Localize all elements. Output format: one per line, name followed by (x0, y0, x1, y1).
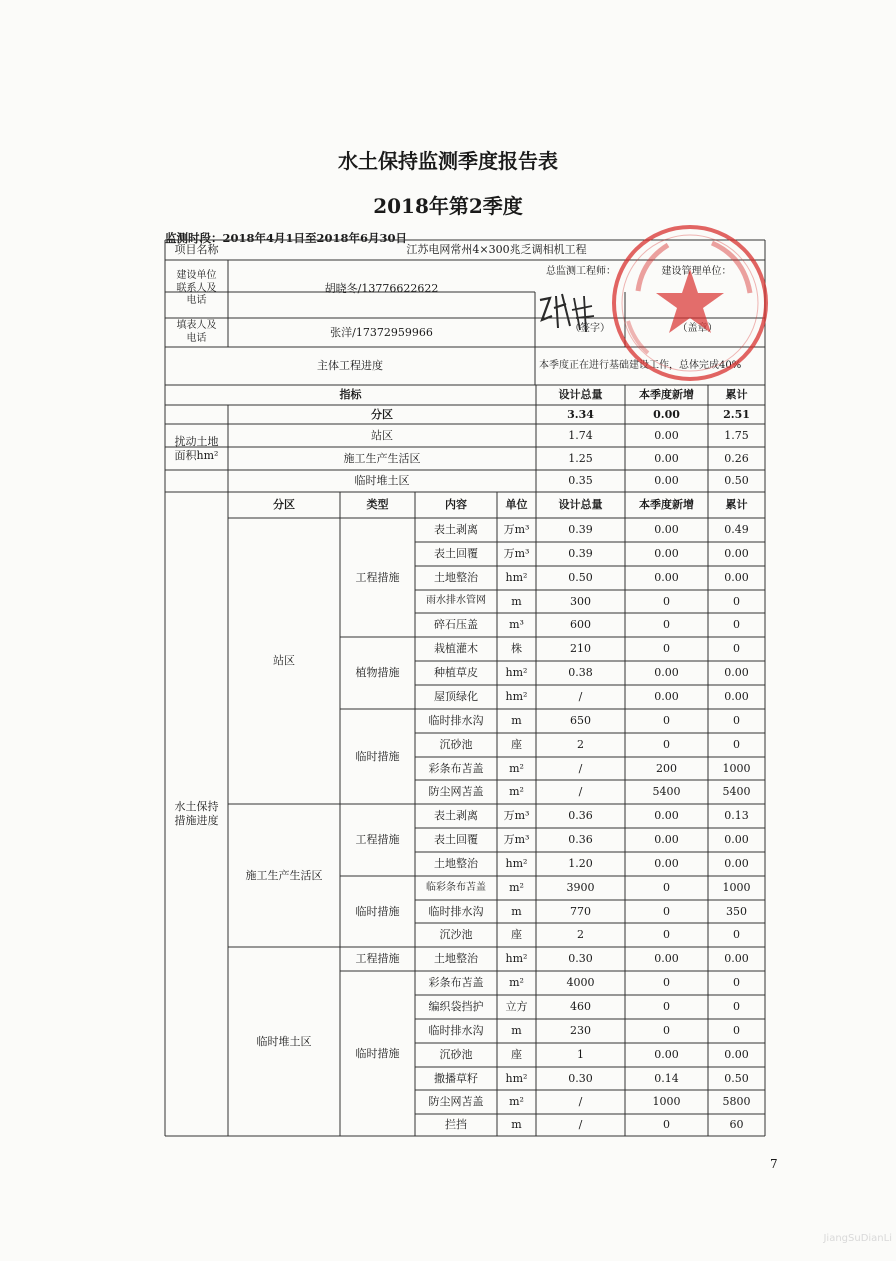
measure-design: 4000 (566, 976, 595, 990)
measure-total: 5400 (722, 785, 751, 799)
measure-new: 0 (663, 1000, 670, 1014)
measure-new: 0.00 (654, 1048, 679, 1062)
measure-new: 0 (663, 594, 670, 608)
area-row-name: 站区 (371, 428, 393, 442)
measure-unit: hm² (505, 690, 528, 704)
measure-new: 200 (656, 761, 677, 775)
zone-header: 分区 (273, 498, 295, 512)
measure-unit: m (511, 594, 522, 608)
content-header: 内容 (445, 498, 467, 512)
measure-unit: m³ (509, 618, 524, 632)
measure-content: 编织袋挡护 (428, 1000, 484, 1014)
measure-unit: m (511, 714, 522, 728)
measures-progress-label: 水土保持 措施进度 (174, 800, 219, 827)
measure-total: 0.00 (724, 857, 749, 871)
col-new-header: 本季度新增 (639, 388, 694, 402)
area-row-design: 3.34 (567, 407, 594, 421)
measure-design: 0.38 (568, 666, 593, 680)
measure-unit: 座 (511, 928, 522, 942)
total-header: 累计 (725, 498, 748, 512)
progress-label: 主体工程进度 (317, 359, 383, 373)
chief-engineer-label: 总监测工程师： (546, 265, 616, 277)
progress-text: 本季度正在进行基础建设工作，总体完成40% (539, 359, 742, 371)
area-row-new: 0.00 (653, 407, 680, 421)
measure-unit: 株 (511, 642, 522, 656)
measure-content: 临时排水沟 (428, 714, 484, 728)
measure-content: 种植草皮 (434, 666, 478, 680)
measure-design: 300 (570, 594, 591, 608)
type-cell: 植物措施 (355, 666, 400, 680)
measure-content: 沉砂池 (439, 738, 473, 752)
measure-unit: m² (509, 976, 524, 990)
measure-design: 1 (577, 1048, 584, 1062)
area-row-total: 0.26 (724, 451, 749, 465)
measure-new: 0.00 (654, 809, 679, 823)
measure-new: 0.14 (654, 1071, 679, 1085)
measure-content: 防尘网苫盖 (428, 1095, 484, 1109)
measure-unit: 座 (511, 1048, 522, 1062)
builder-contact-label: 建设单位 联系人及 电话 (176, 270, 217, 307)
measure-unit: hm² (505, 666, 528, 680)
measure-total: 0.49 (724, 523, 749, 537)
report-title: 水土保持监测季度报告表 (338, 149, 558, 173)
measure-new: 0.00 (654, 952, 679, 966)
measure-design: 2 (577, 738, 584, 752)
seal-note: （盖章） (677, 322, 718, 334)
measure-design: 650 (570, 714, 591, 728)
measure-content: 土地整治 (434, 857, 478, 871)
measure-content: 表土回覆 (434, 833, 478, 847)
measure-total: 0.00 (724, 952, 749, 966)
col-design-header: 设计总量 (558, 388, 603, 402)
measure-new: 0 (663, 928, 670, 942)
measure-content: 沉沙池 (439, 928, 473, 942)
measure-new: 0 (663, 976, 670, 990)
zone-cell: 临时堆土区 (256, 1034, 312, 1048)
measure-content: 表土回覆 (434, 547, 478, 561)
zone-cell: 站区 (273, 654, 295, 668)
type-cell: 工程措施 (355, 952, 400, 966)
measure-content: 栽植灌木 (434, 642, 478, 656)
area-row-design: 0.35 (568, 474, 593, 488)
measure-total: 0.00 (724, 547, 749, 561)
project-name-value: 江苏电网常州4×300兆乏调相机工程 (406, 243, 587, 257)
measure-design: 0.30 (568, 1071, 593, 1085)
measure-design: / (578, 785, 583, 799)
measure-content: 表土剥离 (434, 523, 478, 537)
measure-design: 770 (570, 904, 591, 918)
measure-new: 0.00 (654, 547, 679, 561)
measure-unit: 万m³ (503, 809, 530, 823)
zone-cell: 施工生产生活区 (245, 868, 323, 882)
type-cell: 工程措施 (355, 570, 400, 584)
builder-contact-value: 胡晓冬/13776622622 (324, 282, 439, 296)
measure-total: 0 (733, 594, 740, 608)
measure-new: 0.00 (654, 523, 679, 537)
col-total-header: 累计 (725, 388, 748, 402)
type-cell: 工程措施 (355, 833, 400, 847)
measure-design: 2 (577, 928, 584, 942)
area-row-design: 1.74 (568, 428, 593, 442)
measure-unit: 座 (511, 738, 522, 752)
monitoring-period: 监测时段：2018年4月1日至2018年6月30日 (165, 231, 408, 245)
measure-total: 0.13 (724, 809, 749, 823)
type-cell: 临时措施 (355, 1046, 400, 1060)
measure-new: 0.00 (654, 571, 679, 585)
measure-content: 防尘网苫盖 (428, 785, 484, 799)
measure-unit: hm² (505, 857, 528, 871)
area-row-name: 施工生产生活区 (343, 451, 421, 465)
construction-unit-label: 建设管理单位： (661, 265, 732, 277)
measure-new: 0.00 (654, 666, 679, 680)
measure-total: 0 (733, 1000, 740, 1014)
measure-total: 0 (733, 642, 740, 656)
measure-design: 600 (570, 618, 591, 632)
measure-new: 0.00 (654, 690, 679, 704)
measure-new: 0.00 (654, 833, 679, 847)
measure-design: 1.20 (568, 857, 593, 871)
measure-design: 460 (570, 1000, 591, 1014)
measure-unit: 万m³ (503, 833, 530, 847)
measure-unit: hm² (505, 571, 528, 585)
measure-design: 210 (570, 642, 591, 656)
measure-content: 拦挡 (445, 1118, 467, 1132)
measure-design: / (578, 761, 583, 775)
measure-total: 0.00 (724, 571, 749, 585)
measure-unit: 万m³ (503, 523, 530, 537)
measure-unit: m² (509, 1095, 524, 1109)
measure-content: 雨水排水管网 (426, 595, 486, 607)
measure-total: 350 (726, 904, 747, 918)
type-cell: 临时措施 (355, 749, 400, 763)
measure-content: 土地整治 (434, 571, 478, 585)
area-row-total: 0.50 (724, 474, 749, 488)
measure-unit: m (511, 1024, 522, 1038)
type-cell: 临时措施 (355, 904, 400, 918)
measure-total: 1000 (722, 761, 751, 775)
design-header: 设计总量 (558, 498, 603, 512)
measure-design: 230 (570, 1024, 591, 1038)
disturbed-area-label: 扰动土地 面积hm² (174, 434, 219, 462)
measure-unit: m² (509, 761, 524, 775)
report-quarter: 2018年第2季度 (373, 194, 523, 218)
area-row-name: 临时堆土区 (354, 474, 410, 488)
area-row-new: 0.00 (654, 428, 679, 442)
measure-new: 0 (663, 881, 670, 895)
filler-label: 填表人及 电话 (176, 320, 217, 344)
area-row-design: 1.25 (568, 451, 593, 465)
measure-total: 0 (733, 928, 740, 942)
measure-total: 5800 (722, 1095, 751, 1109)
measure-design: / (578, 690, 583, 704)
measure-content: 彩条布苫盖 (428, 761, 484, 775)
measure-design: 0.36 (568, 809, 593, 823)
measure-total: 0.00 (724, 833, 749, 847)
unit-header: 单位 (505, 498, 528, 512)
measure-unit: m² (509, 785, 524, 799)
measure-total: 0.00 (724, 690, 749, 704)
measure-content: 临彩条布苫盖 (426, 881, 486, 893)
measure-design: 0.39 (568, 547, 593, 561)
measure-unit: m² (509, 881, 524, 895)
measure-content: 撒播草籽 (434, 1071, 478, 1085)
measure-new: 1000 (652, 1095, 681, 1109)
measure-new: 0 (663, 1118, 670, 1132)
measure-design: 3900 (566, 881, 595, 895)
measure-new: 5400 (652, 785, 681, 799)
measure-total: 60 (729, 1118, 744, 1132)
measure-unit: m (511, 1118, 522, 1132)
watermark-text: JiangSuDianLi (823, 1233, 892, 1244)
measure-unit: hm² (505, 1071, 528, 1085)
area-row-total: 1.75 (724, 428, 749, 442)
area-row-new: 0.00 (654, 474, 679, 488)
area-row-new: 0.00 (654, 451, 679, 465)
measure-design: 0.36 (568, 833, 593, 847)
measure-total: 0 (733, 1024, 740, 1038)
measure-content: 彩条布苫盖 (428, 976, 484, 990)
measure-new: 0 (663, 904, 670, 918)
indicator-header: 指标 (339, 388, 362, 402)
measure-content: 碎石压盖 (434, 618, 478, 632)
measure-total: 0 (733, 618, 740, 632)
measure-unit: 立方 (505, 1000, 528, 1014)
measure-new: 0 (663, 642, 670, 656)
company-seal-icon (608, 221, 772, 385)
project-name-label: 项目名称 (174, 243, 219, 257)
measure-content: 表土剥离 (434, 809, 478, 823)
signature-note: （签字） (570, 322, 610, 334)
measure-total: 1000 (722, 881, 751, 895)
measure-unit: m (511, 904, 522, 918)
type-header: 类型 (366, 498, 389, 512)
measure-unit: hm² (505, 952, 528, 966)
area-row-name: 分区 (371, 407, 393, 421)
measure-content: 临时排水沟 (428, 1024, 484, 1038)
measure-design: 0.39 (568, 523, 593, 537)
measure-new: 0.00 (654, 857, 679, 871)
measure-total: 0.00 (724, 666, 749, 680)
measure-new: 0 (663, 738, 670, 752)
new-header: 本季度新增 (639, 498, 694, 512)
measure-total: 0 (733, 738, 740, 752)
measure-total: 0 (733, 714, 740, 728)
measure-new: 0 (663, 714, 670, 728)
measure-design: 0.50 (568, 571, 593, 585)
filler-contact-value: 张洋/17372959966 (330, 325, 433, 339)
measure-unit: 万m³ (503, 547, 530, 561)
measure-design: / (578, 1095, 583, 1109)
measure-total: 0 (733, 976, 740, 990)
measure-new: 0 (663, 1024, 670, 1038)
measure-design: / (578, 1118, 583, 1132)
page-number: 7 (770, 1157, 778, 1171)
measure-design: 0.30 (568, 952, 593, 966)
measure-content: 临时排水沟 (428, 904, 484, 918)
measure-total: 0.00 (724, 1048, 749, 1062)
measure-content: 沉砂池 (439, 1048, 473, 1062)
handwritten-signature-icon (536, 290, 598, 334)
measure-total: 0.50 (724, 1071, 749, 1085)
measure-new: 0 (663, 618, 670, 632)
measure-content: 屋顶绿化 (434, 690, 478, 704)
area-row-total: 2.51 (723, 407, 750, 421)
measure-content: 土地整治 (434, 952, 478, 966)
